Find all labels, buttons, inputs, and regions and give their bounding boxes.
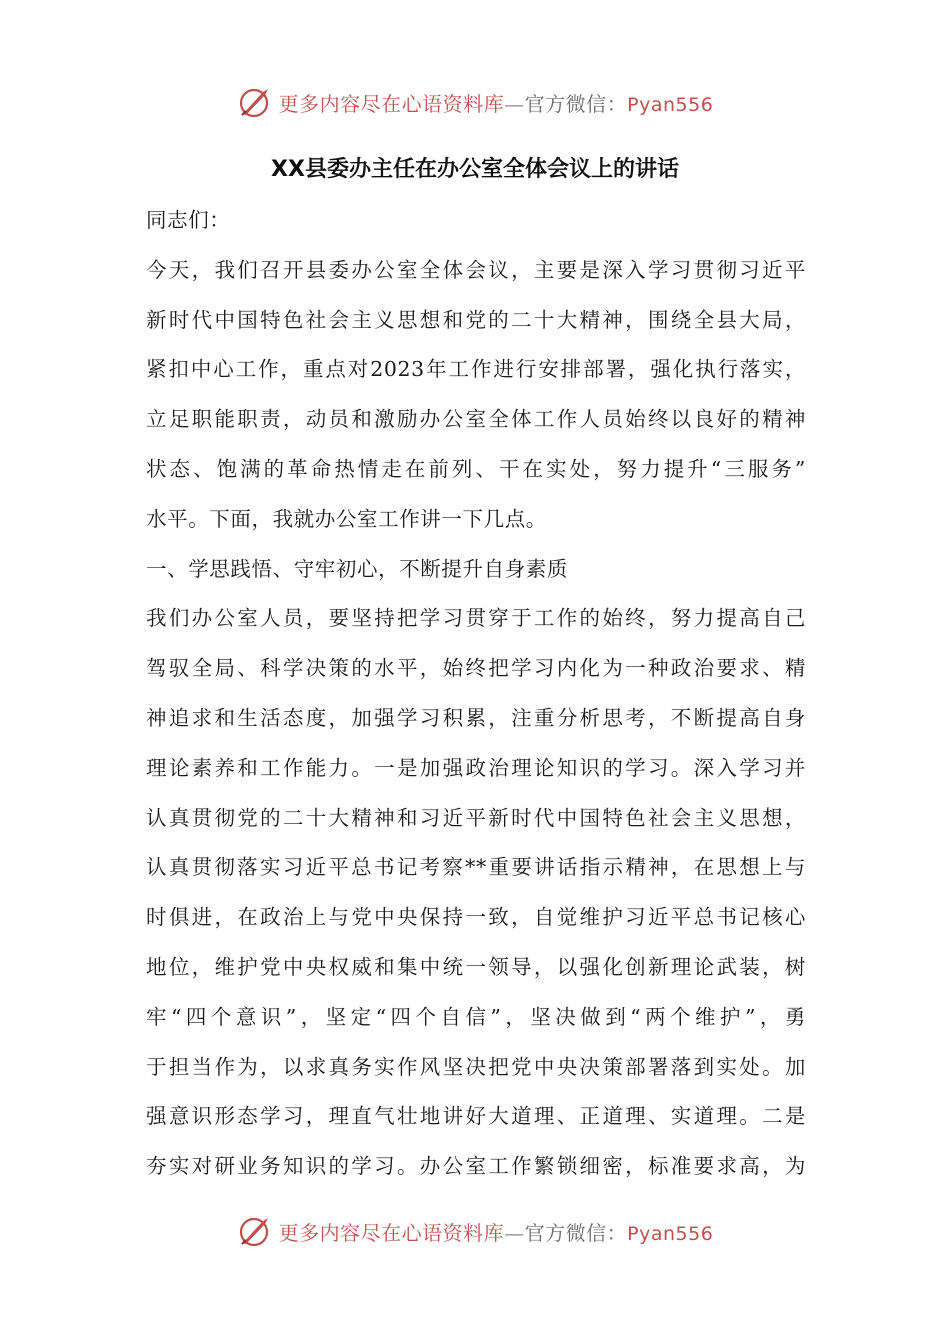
text-line: 夯实对研业务知识的学习。办公室工作繁锁细密，标准要求高，为 (146, 1154, 806, 1179)
text-line: 理论素养和工作能力。一是加强政治理论知识的学习。深入学习并 (146, 755, 806, 780)
header-banner (0, 80, 950, 124)
header-banner-separator: — (504, 91, 525, 116)
text-line: 驾驭全局、科学决策的水平，始终把学习内化为一种政治要求、精 (146, 656, 806, 681)
text-line: 牢“四个意识”，坚定“四个自信”，坚决做到“两个维护”，勇 (146, 1004, 806, 1029)
text-line: 水平。下面，我就办公室工作讲一下几点。 (146, 506, 547, 531)
document-body (146, 198, 806, 1194)
text-line: 今天，我们召开县委办公室全体会议，主要是深入学习贯彻习近平 (146, 257, 806, 282)
footer-banner-text (279, 1217, 714, 1246)
pen-logo-icon (237, 1213, 273, 1249)
text-line: 认真贯彻落实习近平总书记考察**重要讲话指示精神，在思想上与 (146, 855, 806, 880)
footer-wechat-label: 官方微信： (524, 1220, 628, 1245)
text-line: 紧扣中心工作，重点对2023年工作进行安排部署，强化执行落实， (146, 357, 806, 382)
text-line: 强意识形态学习，理直气壮地讲好大道理、正道理、实道理。二是 (146, 1104, 806, 1129)
text-line: 状态、饱满的革命热情走在前列、干在实处，努力提升“三服务” (146, 456, 806, 481)
footer-wechat-id: Pyan556 (627, 1222, 714, 1245)
text-line: 新时代中国特色社会主义思想和党的二十大精神，围绕全县大局， (146, 307, 806, 332)
salutation-line: 同志们： (146, 208, 231, 232)
text-line: 时俱进，在政治上与党中央保持一致，自觉维护习近平总书记核心 (146, 905, 806, 930)
header-banner-text (279, 88, 714, 117)
header-wechat-id: Pyan556 (627, 93, 714, 116)
footer-banner-separator: — (504, 1220, 525, 1245)
pen-logo-icon (237, 84, 273, 120)
text-line: 地位，维护党中央权威和集中统一领导，以强化创新理论武装，树 (146, 954, 806, 979)
text-line: 立足职能职责，动员和激励办公室全体工作人员始终以良好的精神 (146, 407, 806, 432)
footer-banner (0, 1209, 950, 1253)
footer-banner-slogan: 更多内容尽在心语资料库 (278, 1220, 505, 1245)
text-line: 我们办公室人员，要坚持把学习贯穿于工作的始终，努力提高自己 (146, 606, 806, 631)
header-banner-slogan: 更多内容尽在心语资料库 (278, 91, 505, 116)
text-line: 神追求和生活态度，加强学习积累，注重分析思考，不断提高自身 (146, 705, 806, 730)
text-line: 于担当作为，以求真务实作风坚决把党中央决策部署落到实处。加 (146, 1054, 806, 1079)
document-title: XX县委办主任在办公室全体会议上的讲话 (271, 157, 679, 182)
header-wechat-label: 官方微信： (524, 91, 628, 116)
text-line: 认真贯彻党的二十大精神和习近平新时代中国特色社会主义思想， (146, 805, 806, 830)
section-heading: 一、学思践悟、守牢初心，不断提升自身素质 (146, 556, 568, 581)
